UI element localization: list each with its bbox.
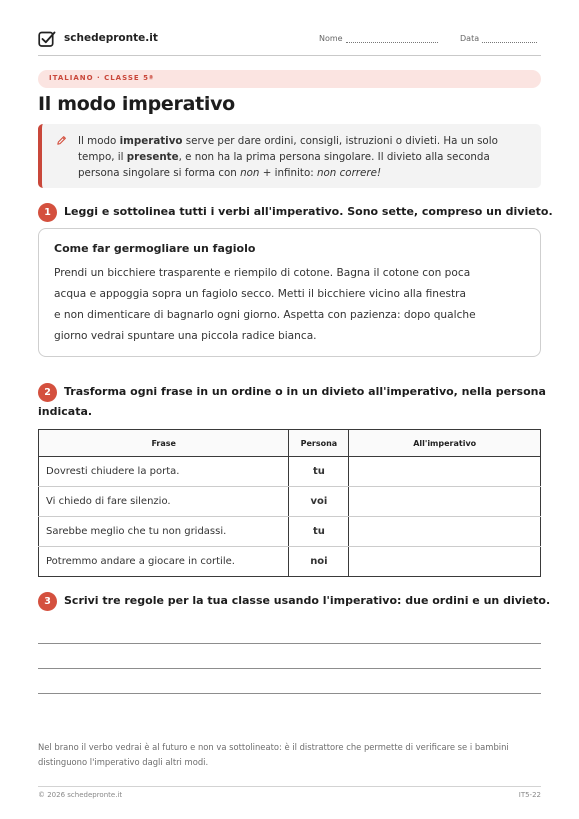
footer-copyright: © 2026 schedepronte.it [38,791,123,799]
persona-cell: noi [289,547,349,577]
exercise-1-number: 1 [38,203,57,222]
date-blank[interactable] [482,35,537,43]
rule-example: non correre! [316,167,382,179]
rule-box [38,124,541,188]
reading-passage-box [38,228,541,357]
pencil-icon [56,135,67,146]
persona-cell: voi [289,487,349,517]
writing-line[interactable] [38,668,541,669]
frase-cell: Sarebbe meglio che tu non gridassi. [39,517,289,547]
date-label: Data [460,34,480,43]
answer-cell[interactable] [349,457,541,487]
frase-cell: Potremmo andare a giocare in cortile. [39,547,289,577]
rule-text-part: Il modo [78,135,120,147]
passage-line[interactable]: e non dimenticare di bagnarlo ogni giorno. Aspetta con pazienza: dopo qualche [54,309,476,321]
exercise-1-instruction: Leggi e sottolinea tutti i verbi all'imperativo. Sono sette, compreso un divieto. [64,205,553,218]
date-field[interactable] [460,34,537,43]
answer-cell[interactable] [349,487,541,517]
checkbox-logo-icon [38,30,56,48]
table-row [39,517,541,547]
rule-text [78,133,518,181]
column-header-persona: Persona [289,430,349,457]
answer-cell[interactable] [349,517,541,547]
table-row [39,547,541,577]
column-header-imperativo: All'imperativo [349,430,541,457]
answer-cell[interactable] [349,547,541,577]
persona-cell: tu [289,457,349,487]
table-header-row [39,430,541,457]
passage-text[interactable] [54,263,524,347]
writing-line[interactable] [38,693,541,694]
table-row [39,487,541,517]
rule-keyword-presente: presente [126,151,179,163]
subject-tag [38,70,541,88]
exercise-2-table [38,429,541,577]
exercise-2-number: 2 [38,383,57,402]
brand-name: schedepronte.it [64,32,158,44]
exercise-3-instruction: Scrivi tre regole per la tua classe usando l'imperativo: due ordini e un divieto. [64,594,551,607]
page-title: Il modo imperativo [38,93,235,115]
writing-line[interactable] [38,643,541,644]
column-header-frase: Frase [39,430,289,457]
rule-keyword-non: non [240,167,260,179]
passage-line[interactable]: acqua e appoggia sopra un fagiolo secco. Metti il bicchiere vicino alla finestra [54,288,467,300]
subject-tag-label: ITALIANO · CLASSE 5ª [49,74,154,82]
rule-keyword-imperativo: imperativo [119,135,183,147]
page-header [38,30,541,56]
passage-title: Come far germogliare un fagiolo [54,242,256,255]
table-row [39,457,541,487]
exercise-2-instruction-line1: Trasforma ogni frase in un ordine o in un divieto all'imperativo, nella persona [64,385,546,398]
footer-code: IT5-22 [518,791,541,799]
frase-cell: Dovresti chiudere la porta. [39,457,289,487]
footer-divider [38,786,541,787]
name-label: Nome [319,34,343,43]
persona-cell: tu [289,517,349,547]
passage-line[interactable]: giorno vedrai spuntare una piccola radice bianca. [54,330,317,342]
frase-cell: Vi chiedo di fare silenzio. [39,487,289,517]
exercise-3-number: 3 [38,592,57,611]
teacher-note: Nel brano il verbo vedrai è al futuro e non va sottolineato: è il distrattore che permette di verificare se i bambini distinguono l'imperativo dagli altri modi. [38,742,509,767]
rule-text-part: , e non ha la prima persona singolare. Il divieto alla seconda persona singolare si forma con [78,151,490,179]
rule-text-part: + infinito: [259,167,317,179]
name-field[interactable] [319,34,438,43]
rule-text-part: serve per dare ordini, consigli, istruzioni o divieti. Ha un solo tempo, il [78,135,498,163]
name-blank[interactable] [346,35,438,43]
passage-line[interactable]: Prendi un bicchiere trasparente e riempilo di cotone. Bagna il cotone con poca [54,267,471,279]
exercise-2-instruction-line2: indicata. [38,405,93,418]
